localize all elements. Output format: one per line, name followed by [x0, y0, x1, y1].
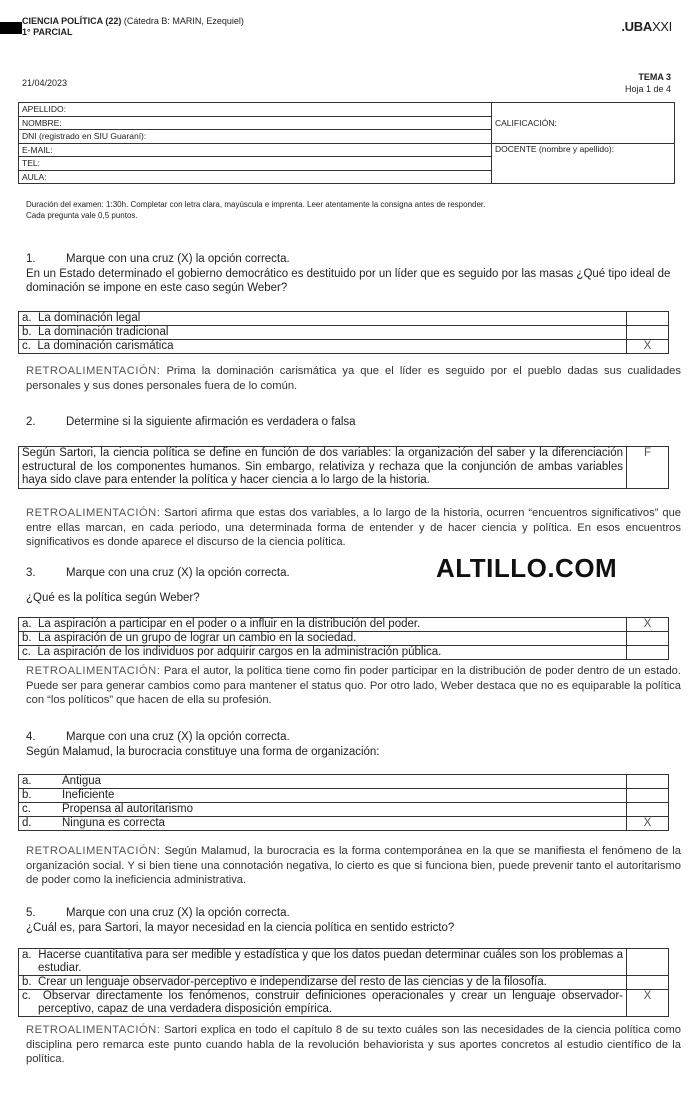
question-text: En un Estado determinado el gobierno democrático es destituido por un líder que es seguido por las masas ¿Qué tipo ideal de dominación se impone en este caso según Weber?: [26, 267, 671, 294]
exam-date: 21/04/2023: [22, 78, 68, 88]
feedback-4: [26, 844, 681, 888]
option-text: La aspiración de un grupo de lograr un cambio en la sociedad.: [37, 632, 357, 644]
apellido-field[interactable]: APELLIDO:: [19, 103, 492, 117]
option-letter: b.: [22, 326, 32, 338]
feedback-label: RETROALIMENTACIÓN:: [26, 845, 161, 857]
answer-box[interactable]: X: [627, 990, 669, 1017]
exam-header: [22, 16, 244, 38]
option-letter: a.: [22, 775, 32, 787]
answer-box[interactable]: [627, 789, 669, 803]
feedback-5: [26, 1023, 681, 1067]
option-text: Antigua: [62, 775, 102, 787]
option-text: Observar directamente los fenómenos, construir definiciones operacionales y crear un lenguaje observador-perceptivo, capaz de una verdadera disposición empírica.: [38, 990, 623, 1015]
instructions-line-1: Duración del examen: 1:30h. Completar con letra clara, mayúscula e imprenta. Leer atentamente la consigna antes de responder.: [26, 200, 486, 209]
question-2: [26, 415, 686, 430]
answer-box[interactable]: [627, 646, 669, 660]
docente-field[interactable]: DOCENTE (nombre y apellido):: [492, 143, 675, 184]
question-3: [26, 566, 426, 581]
option-row[interactable]: [19, 789, 669, 803]
question-4: [26, 730, 686, 759]
option-text: La aspiración de los individuos por adquirir cargos en la administración pública.: [37, 646, 442, 658]
feedback-2: [26, 506, 681, 550]
option-letter: c.: [22, 340, 31, 352]
option-letter: d.: [22, 817, 32, 829]
feedback-text: Para el autor, la política tiene como fin poder participar en la distribución de poder dentro de un estado. Puede ser para generar cambios como para mantener el status quo. Por otro lado, Weber destaca que no es equiparable la política con “los políticos” que hacen de ella su profesión.: [26, 665, 682, 706]
email-field[interactable]: E-MAIL:: [19, 143, 492, 157]
feedback-text: Según Malamud, la burocracia es la forma contemporánea en la que se manifiesta el fenómeno de la organización social. Y si bien tiene una connotación negativa, lo cierto es que si funciona bien, puede prevenir tanto el autoritarismo de poder como la ineficiencia administrativa.: [26, 845, 682, 886]
student-form: [18, 102, 675, 184]
question-number: 5.: [26, 907, 36, 919]
option-letter: c.: [22, 990, 31, 1002]
feedback-label: RETROALIMENTACIÓN:: [26, 365, 161, 377]
option-row[interactable]: [19, 646, 669, 660]
option-row[interactable]: [19, 817, 669, 831]
feedback-label: RETROALIMENTACIÓN:: [26, 1024, 161, 1036]
instructions: [26, 199, 485, 221]
question-number: 1.: [26, 253, 36, 265]
answer-box[interactable]: [627, 976, 669, 990]
question-prompt: Marque con una cruz (X) la opción correcta.: [66, 567, 290, 579]
uba-logo: [621, 19, 672, 34]
exam-name: 1° PARCIAL: [22, 27, 73, 37]
option-row[interactable]: [19, 340, 669, 354]
option-letter: a.: [22, 312, 32, 324]
answer-box[interactable]: [627, 803, 669, 817]
option-row[interactable]: [19, 775, 669, 789]
question-text: ¿Cuál es, para Sartori, la mayor necesidad en la ciencia política en sentido estricto?: [26, 921, 455, 934]
answer-box[interactable]: [627, 326, 669, 340]
question-1-options: [18, 311, 669, 354]
option-row[interactable]: [19, 949, 669, 976]
question-text: Según Malamud, la burocracia constituye una forma de organización:: [26, 745, 380, 758]
question-prompt: Marque con una cruz (X) la opción correcta.: [66, 907, 290, 919]
option-letter: b.: [22, 632, 32, 644]
option-row[interactable]: [19, 990, 669, 1017]
question-number: 2.: [26, 416, 36, 428]
question-1: [26, 252, 686, 296]
tel-field[interactable]: TEL:: [19, 157, 492, 171]
option-text: Hacerse cuantitativa para ser medible y estadística y que los datos puedan determinar cuáles son los problemas a estudiar.: [38, 949, 623, 974]
option-row[interactable]: [19, 326, 669, 340]
question-number: 3.: [26, 567, 36, 579]
corner-mark: [0, 22, 22, 34]
option-letter: a.: [22, 618, 32, 630]
feedback-text: Sartori explica en todo el capítulo 8 de su texto cuáles son las necesidades de la ciencia política como disciplina pero remarca este punto cuando habla de la revolución behaviorista y sus aportes concretos al estudio científico de la política.: [26, 1024, 681, 1065]
feedback-label: RETROALIMENTACIÓN:: [26, 665, 161, 677]
statement-text: Según Sartori, la ciencia política se define en función de dos variables: la organización del saber y la diferenciación estructural de los componentes humanos. Sin embargo, relativiza y rechaza que la conjunción de ambas variables haya sido clave para entender la política y hacer ciencia a lo largo de la historia.: [19, 447, 627, 489]
uba-logo-xxi: XXI: [651, 19, 672, 34]
question-2-statement: [18, 446, 669, 489]
nombre-field[interactable]: NOMBRE:: [19, 116, 492, 130]
option-text: Propensa al autoritarismo: [62, 803, 194, 815]
question-3-text: ¿Qué es la política según Weber?: [26, 592, 200, 604]
question-number: 4.: [26, 731, 36, 743]
option-text: Crear un lenguaje observador-perceptivo e independizarse del resto de las ciencias y de la filosofía.: [37, 976, 547, 988]
question-prompt: Marque con una cruz (X) la opción correcta.: [66, 253, 290, 265]
answer-box[interactable]: F: [627, 447, 669, 489]
feedback-text: Prima la dominación carismática ya que el líder es seguido por el pueblo dadas sus cualidades personales y sus dones personales fuera de lo común.: [26, 365, 681, 392]
calificacion-field[interactable]: CALIFICACIÓN:: [492, 103, 675, 144]
question-4-options: [18, 774, 669, 831]
option-row[interactable]: [19, 312, 669, 326]
answer-box[interactable]: X: [627, 340, 669, 354]
option-letter: a.: [22, 949, 32, 961]
instructions-line-2: Cada pregunta vale 0,5 puntos.: [26, 211, 138, 220]
question-prompt: Marque con una cruz (X) la opción correcta.: [66, 731, 290, 743]
option-letter: b.: [22, 789, 32, 801]
feedback-3: [26, 664, 681, 708]
question-5: [26, 906, 686, 935]
answer-box[interactable]: X: [627, 817, 669, 831]
answer-box[interactable]: [627, 949, 669, 976]
question-prompt: Determine si la siguiente afirmación es verdadera o falsa: [66, 416, 356, 428]
feedback-label: RETROALIMENTACIÓN:: [26, 507, 161, 519]
option-text: Ninguna es correcta: [62, 817, 165, 829]
answer-box[interactable]: X: [627, 618, 669, 632]
option-text: La dominación legal: [37, 312, 141, 324]
option-row[interactable]: [19, 803, 669, 817]
option-letter: c.: [22, 803, 31, 815]
option-row[interactable]: [19, 618, 669, 632]
tema-label: TEMA 3: [638, 72, 671, 82]
option-text: La aspiración a participar en el poder o a influir en la distribución del poder.: [37, 618, 421, 630]
option-row[interactable]: [19, 632, 669, 646]
chair-name: (Cátedra B: MARIN, Ezequiel): [123, 16, 244, 26]
option-text: La dominación carismática: [37, 340, 174, 352]
course-title: CIENCIA POLÍTICA (22): [22, 16, 122, 26]
option-text: Ineficiente: [62, 789, 115, 801]
tema-block: [625, 71, 671, 95]
feedback-text: Sartori afirma que estas dos variables, a lo largo de la historia, ocurren “encuentros significativos” que entre ellas marcan, en cada periodo, una determinada forma de entender y de hacer ciencia y política. En esos encuentros significativos es donde aparece el discurso de la ciencia política.: [26, 507, 682, 548]
question-5-options: [18, 948, 669, 1017]
altillo-watermark: ALTILLO.COM: [436, 553, 618, 583]
feedback-1: [26, 364, 681, 393]
option-row[interactable]: [19, 976, 669, 990]
question-3-options: [18, 617, 669, 660]
page-indicator: Hoja 1 de 4: [624, 84, 671, 94]
option-letter: c.: [22, 646, 31, 658]
answer-box[interactable]: [627, 632, 669, 646]
answer-box[interactable]: [627, 312, 669, 326]
dni-field[interactable]: DNI (registrado en SIU Guaraní):: [19, 130, 492, 144]
option-text: La dominación tradicional: [37, 326, 169, 338]
option-letter: b.: [22, 976, 32, 988]
aula-field[interactable]: AULA:: [19, 170, 492, 184]
answer-box[interactable]: [627, 775, 669, 789]
uba-logo-text: .UBA: [621, 19, 652, 34]
